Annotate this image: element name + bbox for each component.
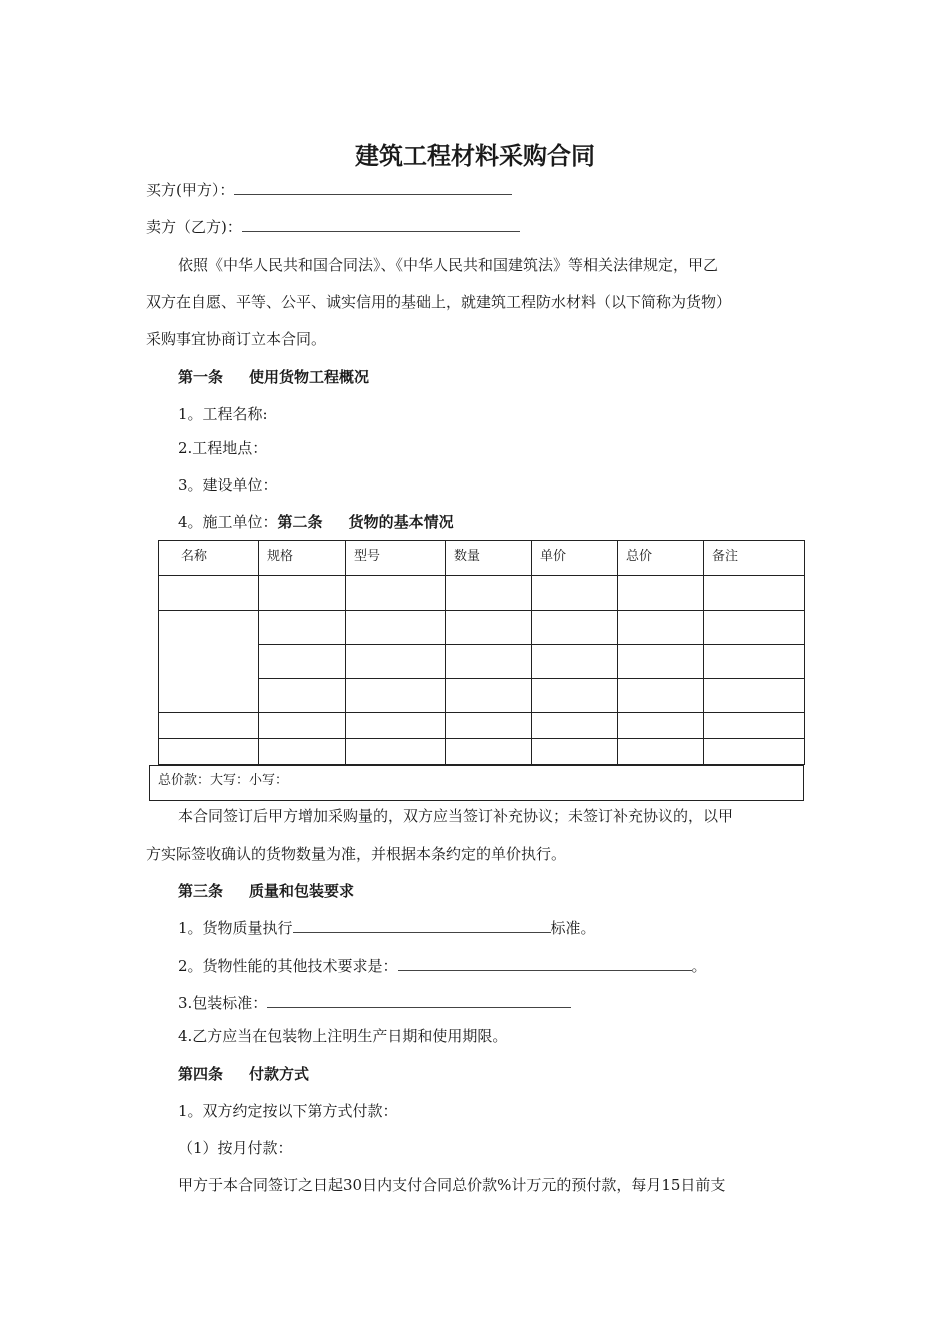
table-cell [618,739,704,765]
goods-table [158,540,805,765]
contractor-line [178,511,454,532]
table-row [159,739,805,765]
project-name-item: 1。工程名称: [178,405,268,423]
buyer-line [146,179,512,200]
table-cell [159,713,259,739]
table-cell [259,645,346,679]
technical-requirements-blank [398,956,692,971]
seller-line [146,216,520,237]
table-cell [159,576,259,611]
header-remarks: 备注 [704,541,805,576]
header-model: 型号 [346,541,446,576]
total-price-row [149,765,804,801]
table-cell [532,576,618,611]
table-cell [446,645,532,679]
table-cell [346,679,446,713]
table-cell [346,739,446,765]
intro-line-3: 采购事宜协商订立本合同。 [146,330,327,348]
table-cell [532,739,618,765]
table-cell [446,713,532,739]
table-cell [618,645,704,679]
technical-requirements-suffix: 。 [691,957,707,975]
article-2-number: 第二条 [277,513,323,531]
table-cell [704,576,805,611]
table-cell [446,611,532,645]
buyer-label: 买方(甲方）： [146,181,235,199]
article-3-heading [178,880,354,901]
packaging-standard-item [178,992,571,1013]
table-row [159,576,805,611]
header-quantity: 数量 [446,541,532,576]
table-row [159,713,805,739]
document-title: 建筑工程材料采购合同 [355,142,595,170]
table-cell [532,713,618,739]
quality-standard-prefix: 1。货物质量执行 [178,919,293,937]
technical-requirements-prefix: 2。货物性能的其他技术要求是： [178,957,398,975]
technical-requirements-item [178,955,707,976]
after-table-line-1: 本合同签订后甲方增加采购量的，双方应当签订补充协议；未签订补充协议的，以甲 [178,807,734,825]
total-price-label: 总价款：大写：小写： [158,773,289,788]
after-table-line-2: 方实际签收确认的货物数量为准，并根据本条约定的单价执行。 [146,845,567,863]
table-cell [618,679,704,713]
quality-standard-item [178,917,596,938]
table-cell [446,679,532,713]
article-1-heading [178,366,369,387]
header-unit-price: 单价 [532,541,618,576]
table-cell [259,576,346,611]
article-3-title: 质量和包装要求 [249,882,355,900]
table-cell [446,739,532,765]
table-cell [346,645,446,679]
seller-blank [242,217,520,232]
prepayment-text: 甲方于本合同签订之日起30日内支付合同总价款%计万元的预付款，每月15日前支 [178,1176,726,1194]
buyer-blank [234,180,512,195]
payment-method-item: 1。双方约定按以下第方式付款： [178,1102,398,1120]
table-cell [704,645,805,679]
article-4-number: 第四条 [178,1065,224,1083]
intro-line-1: 依照《中华人民共和国合同法》、《中华人民共和国建筑法》等相关法律规定，甲乙 [178,256,719,274]
header-total-price: 总价 [618,541,704,576]
intro-line-2: 双方在自愿、平等、公平、诚实信用的基础上，就建筑工程防水材料（以下简称为货物） [146,293,732,311]
table-cell [446,576,532,611]
article-3-number: 第三条 [178,882,224,900]
table-cell [346,713,446,739]
table-cell [346,611,446,645]
project-location-item: 2.工程地点： [178,439,268,457]
article-1-number: 第一条 [178,368,224,386]
table-cell [259,713,346,739]
packaging-standard-prefix: 3.包装标准： [178,994,268,1012]
table-cell [532,645,618,679]
table-cell [618,713,704,739]
seller-label: 卖方（乙方)： [146,218,242,236]
table-cell [704,611,805,645]
table-cell [532,679,618,713]
contractor-item: 4。施工单位： [178,513,278,531]
table-cell [704,739,805,765]
packaging-date-item: 4.乙方应当在包装物上注明生产日期和使用期限。 [178,1027,508,1045]
table-cell [618,576,704,611]
table-cell [532,611,618,645]
table-cell [618,611,704,645]
quality-standard-suffix: 标准。 [550,919,596,937]
header-name: 名称 [159,541,259,576]
article-1-title: 使用货物工程概况 [249,368,370,386]
article-4-heading [178,1063,309,1084]
article-4-title: 付款方式 [249,1065,310,1083]
article-2-title: 货物的基本情况 [348,513,454,531]
table-row [159,611,805,645]
table-cell [346,576,446,611]
packaging-standard-blank [267,993,571,1008]
header-spec: 规格 [259,541,346,576]
monthly-payment-item: （1）按月付款： [178,1139,293,1157]
table-header-row [159,541,805,576]
quality-standard-blank [293,918,551,933]
table-cell [259,739,346,765]
table-cell [259,611,346,645]
table-merged-cell [159,611,259,713]
table-cell [259,679,346,713]
table-cell [159,739,259,765]
table-cell [704,713,805,739]
table-cell [704,679,805,713]
developer-item: 3。建设单位： [178,476,278,494]
